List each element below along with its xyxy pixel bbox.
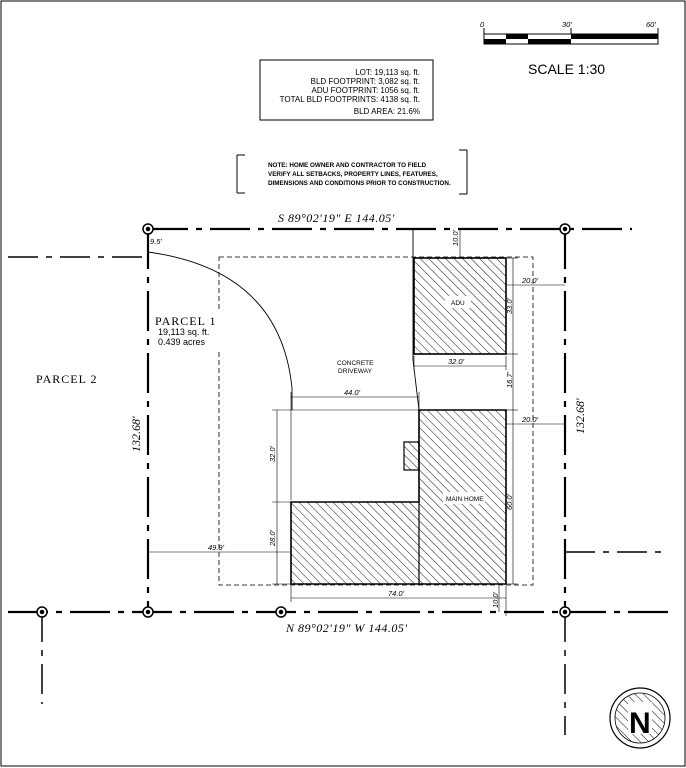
scale-tick-30: 30': [562, 20, 572, 29]
driveway-label-2: DRIVEWAY: [338, 368, 372, 375]
stat-bld-area: BLD AREA: 21.6%: [353, 107, 420, 116]
stat-total-footprints: TOTAL BLD FOOTPRINTS: 4138 sq. ft.: [279, 95, 420, 104]
stat-bld-footprint: BLD FOOTPRINT: 3,082 sq. ft.: [310, 77, 420, 86]
dim-home-height: 60.0': [505, 493, 514, 510]
home-bump-out: [404, 442, 419, 470]
parcel1-name: PARCEL 1: [155, 314, 217, 328]
area-stats-box: [260, 60, 433, 120]
dim-adu-gap: 16.7': [505, 371, 514, 388]
main-home-label: MAIN HOME: [446, 496, 484, 503]
dim-setback-top-left: 9.5': [150, 237, 162, 246]
note-line-2: VERIFY ALL SETBACKS, PROPERTY LINES, FEATURES,: [268, 171, 438, 178]
dim-total-width: 74.0': [388, 589, 405, 598]
contractor-note: [237, 150, 467, 194]
north-arrow-icon: [610, 688, 670, 748]
note-line-3: DIMENSIONS AND CONDITIONS PRIOR TO CONSTRUCTION.: [268, 180, 451, 187]
adu-label: ADU: [451, 300, 465, 307]
dim-upper-height: 32.0': [268, 445, 277, 462]
bearing-north: S 89°02'19" E 144.05': [278, 211, 395, 225]
scale-tick-60: 60': [646, 20, 656, 29]
dim-adu-right: 20.0': [522, 276, 539, 285]
note-line-1: NOTE: HOME OWNER AND CONTRACTOR TO FIELD: [268, 162, 426, 169]
stat-adu-footprint: ADU FOOTPRINT: 1056 sq. ft.: [311, 86, 420, 95]
scale-title: SCALE 1:30: [528, 61, 606, 77]
dim-left-setback: 49.9': [208, 543, 225, 552]
north-letter: N: [629, 707, 651, 740]
parcel1-area-acres: 0.439 acres: [158, 337, 206, 347]
dim-drive-width: 44.0': [344, 388, 361, 397]
scale-bar: [480, 20, 658, 77]
parcel2-name: PARCEL 2: [36, 372, 98, 386]
bearing-east: 132.68': [573, 398, 587, 434]
scale-tick-0: 0: [480, 20, 485, 29]
dim-home-right: 20.0': [522, 415, 539, 424]
driveway-label-1: CONCRETE: [337, 360, 374, 367]
parcel1-area-sqft: 19,113 sq. ft.: [158, 327, 210, 337]
bearing-south: N 89°02'19" W 144.05': [286, 621, 408, 635]
dim-adu-height: 33.0': [505, 297, 514, 314]
dim-adu-width: 32.0': [448, 357, 465, 366]
dim-adu-top: 10.0': [451, 229, 460, 246]
adjacent-parcel-lines: [8, 257, 668, 735]
bearing-west: 132.68': [129, 416, 143, 452]
dim-lower-height: 28.0': [268, 529, 277, 546]
dim-bottom-setback: 10.0': [491, 591, 500, 608]
stat-lot: LOT: 19,113 sq. ft.: [355, 68, 420, 77]
